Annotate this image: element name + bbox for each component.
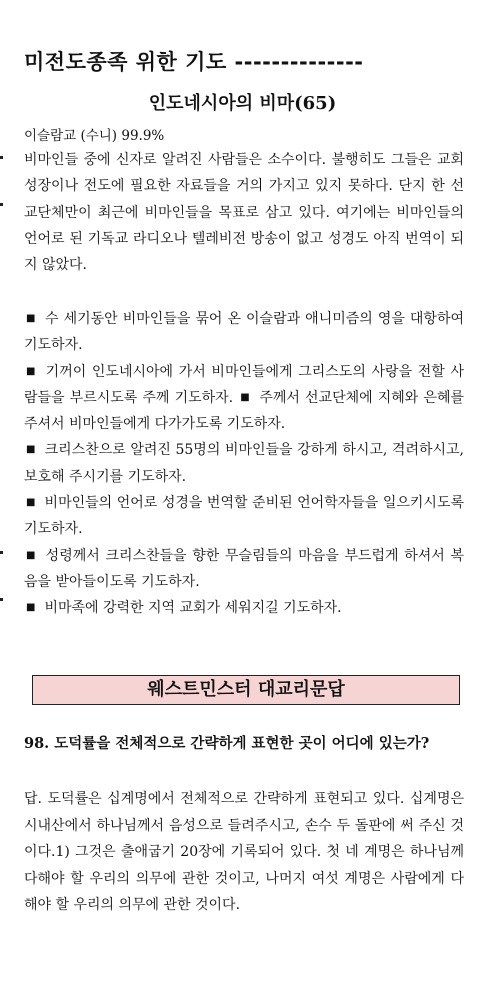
prayer-item <box>24 359 464 438</box>
bullet-icon: ■ <box>26 444 36 456</box>
bullet-icon: ■ <box>26 602 36 614</box>
margin-mark <box>0 203 3 206</box>
catechism-banner: 웨스트민스터 대교리문답 <box>32 675 460 705</box>
bullet-icon: ■ <box>26 313 37 324</box>
prayer-item <box>24 437 464 490</box>
prayer-item <box>24 543 464 596</box>
prayer-text: 주께서 선교단체에 지혜와 은혜를 주셔서 비마인들에게 다가가도록 기도하자. <box>24 389 465 433</box>
prayer-text: 수 세기동안 비마인들을 묶어 온 이슬람과 애니미즘의 영을 대항하여 기도하자. <box>24 311 464 354</box>
bullet-icon: ■ <box>26 497 36 509</box>
margin-mark <box>0 156 3 159</box>
prayer-text: 기꺼이 인도네시아에 가서 비마인들에게 그리스도의 사랑을 전할 사람들을 부르시도록 주께 기도하자. <box>24 363 464 406</box>
prayer-text: 비마인들의 언어로 성경을 번역할 준비된 언어학자들을 일으키시도록 기도하자. <box>24 495 464 538</box>
bullet-icon: ■ <box>26 365 37 377</box>
prayer-text: 성령께서 크리스찬들을 향한 무슬림들의 마음을 부드럽게 하셔서 복음을 받아들이도록 기도하자. <box>24 547 464 590</box>
prayer-list <box>24 306 464 622</box>
prayer-item <box>24 490 464 543</box>
people-group-title: 인도네시아의 비마(65) <box>148 93 337 114</box>
prayer-item <box>24 306 464 359</box>
catechism-answer: 답. 도덕률은 십계명에서 전체적으로 간략하게 표현되고 있다. 십계명은 시내산에서 하나님께서 음성으로 들려주시고, 손수 두 돌판에 써 주신 것이다.1) 그것은 출애굽기 20장에 기록되어 있다. 첫 네 계명은 하나님께 다해야 할 우리의 의무에 관한 것이고, 나머지 여섯 계명은 사람에게 다해야 할 우리의 의무에 관한 것이다. <box>24 791 464 913</box>
prayer-text: 비마족에 강력한 지역 교회가 세워지길 기도하자. <box>44 600 342 617</box>
section-heading: 미전도종족 위한 기도 -------------- <box>24 50 364 74</box>
bullet-icon: ■ <box>240 391 251 403</box>
prayer-text: 크리스찬으로 알려진 55명의 비마인들을 강하게 하시고, 격려하시고, 보호해 주시기를 기도하자. <box>24 442 464 485</box>
prayer-item <box>24 595 464 621</box>
catechism-question: 98. 도덕률을 전체적으로 간략하게 표현한 곳이 어디에 있는가? <box>24 735 430 752</box>
intro-paragraph: 비마인들 중에 신자로 알려진 사람들은 소수이다. 불행히도 그들은 교회성장이나 전도에 필요한 자료들을 거의 가지고 있지 못하다. 단지 한 선교단체만이 최근에 비마인들을 목표로 삼고 있다. 여기에는 비마인들의 언어로 된 기독교 라디오나 텔레비전 방송이 없고 성경도 아직 번역이 되지 않았다. <box>24 152 464 274</box>
religion-line: 이슬람교 (수니) 99.9% <box>24 128 165 144</box>
margin-mark <box>0 551 3 554</box>
margin-mark <box>0 598 3 601</box>
bullet-icon: ■ <box>26 549 37 561</box>
